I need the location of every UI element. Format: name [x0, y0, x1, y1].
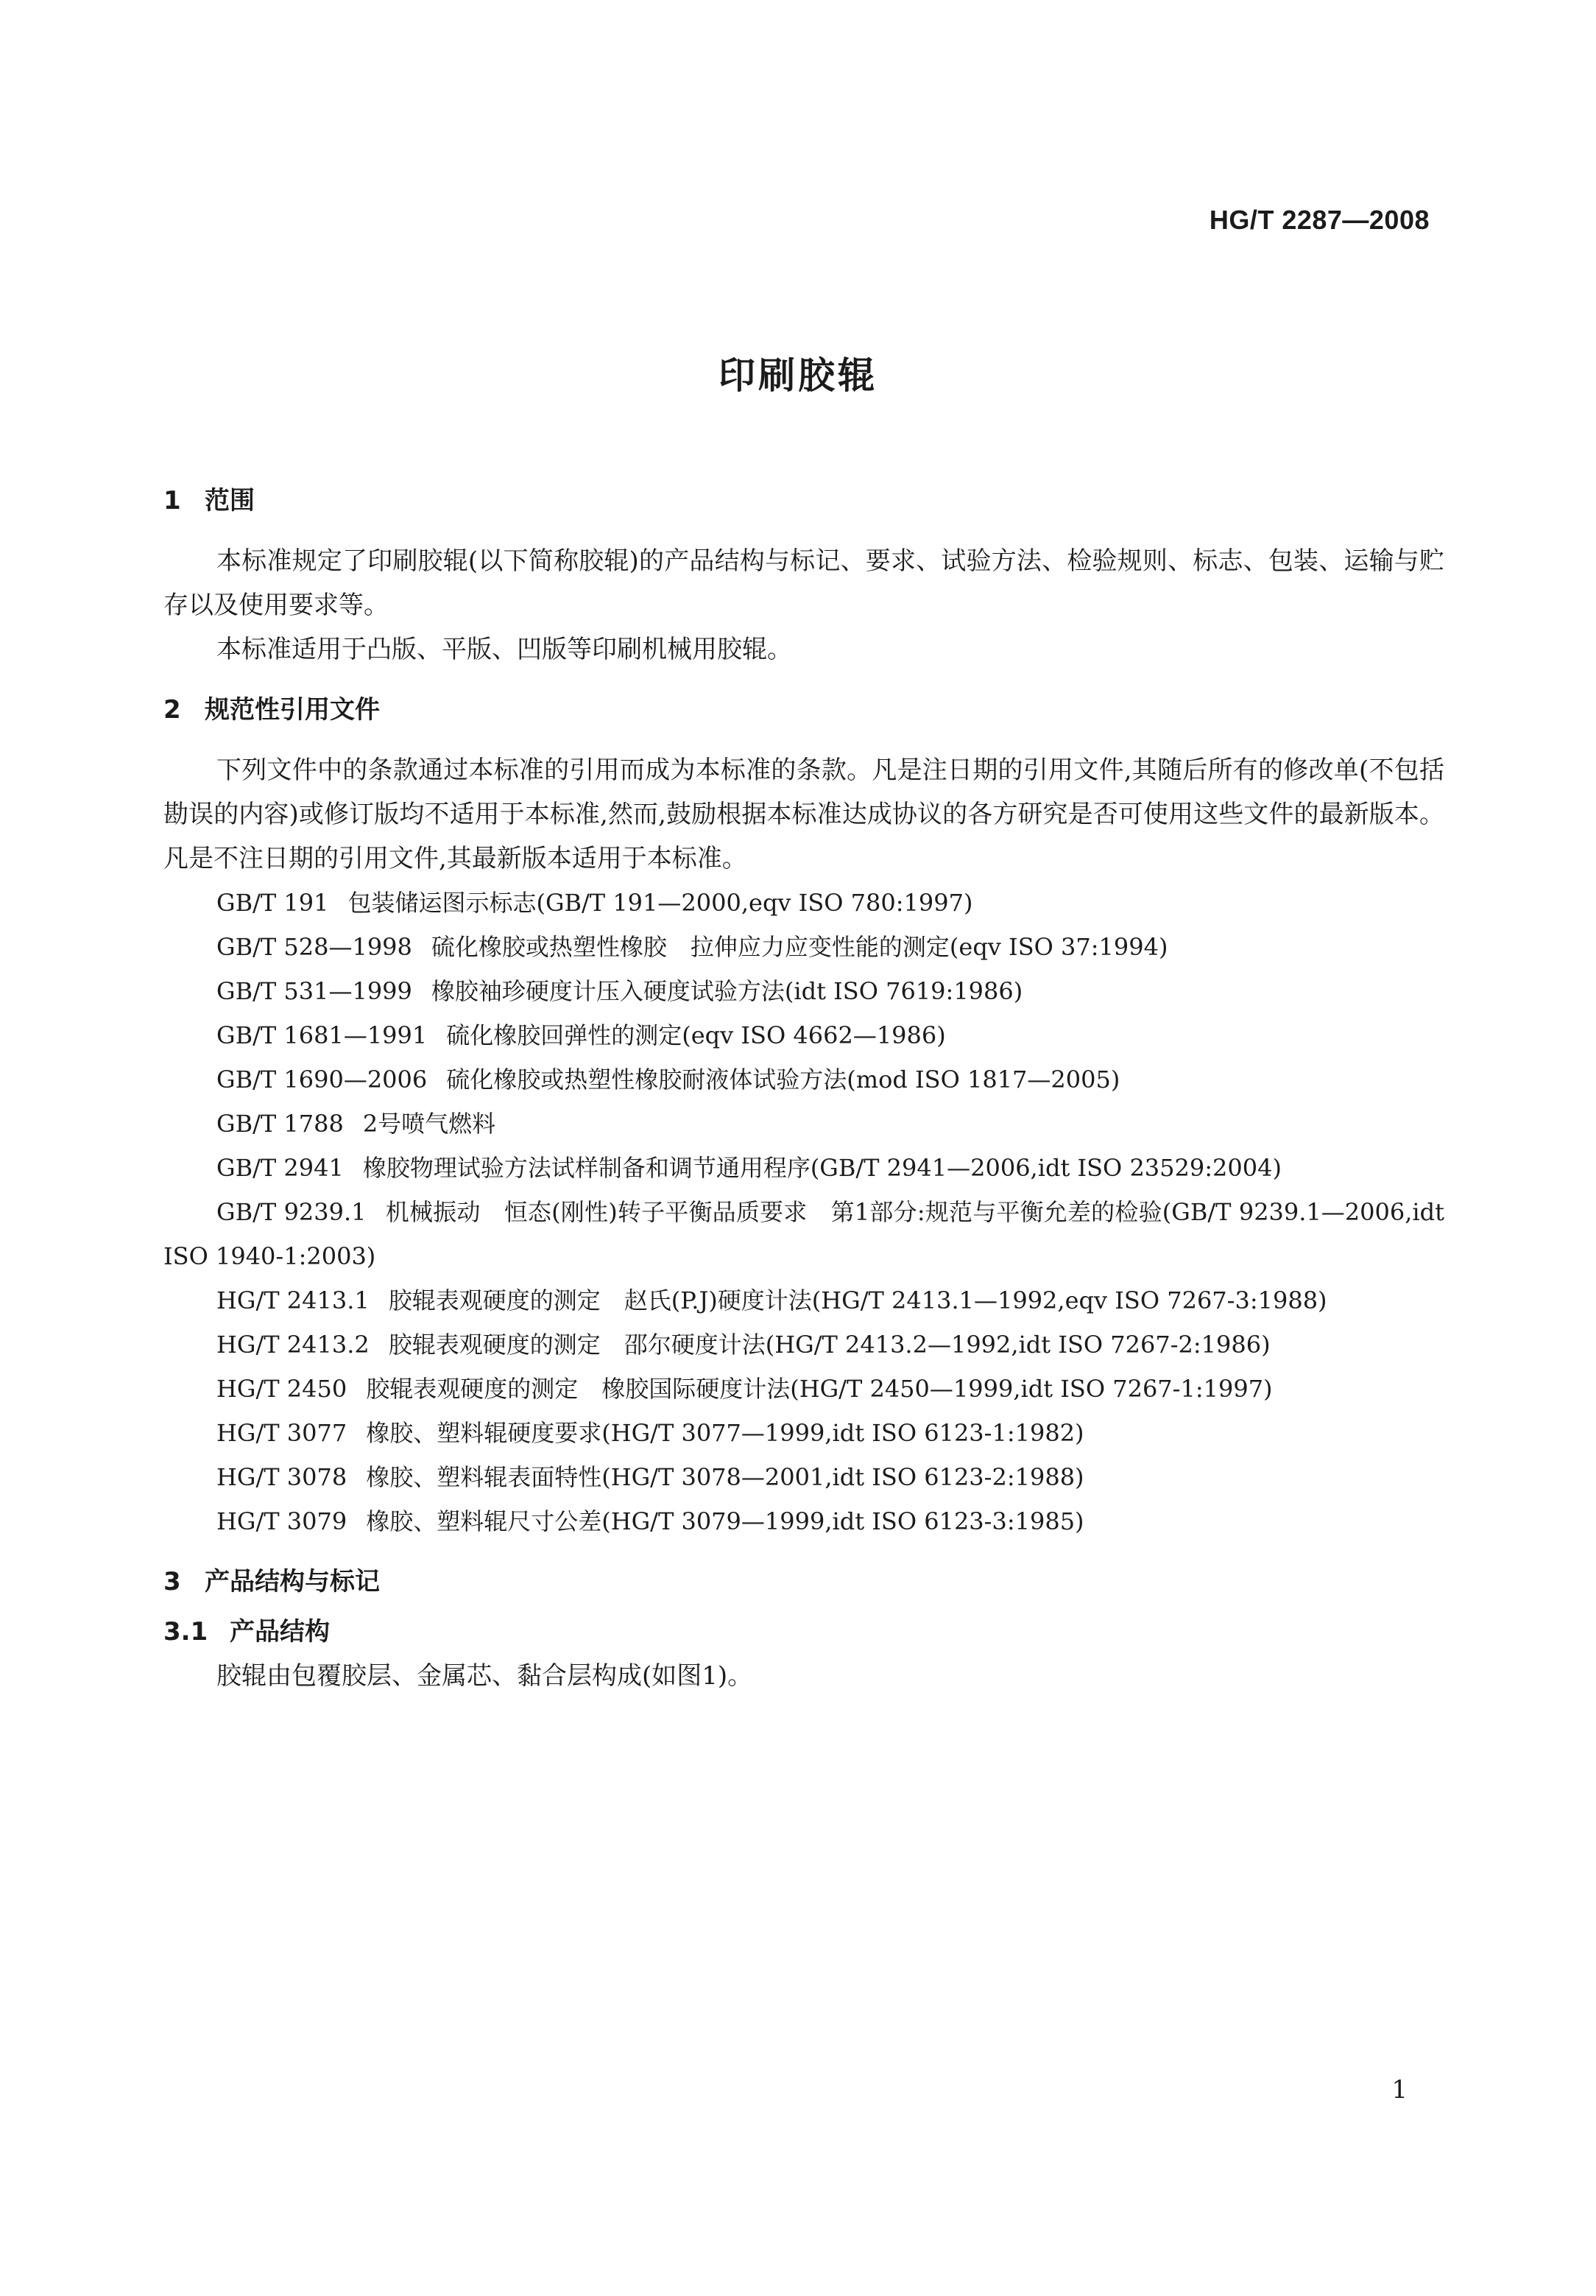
section-title: 产品结构与标记	[205, 1567, 380, 1596]
reference-list	[163, 881, 1444, 1543]
references-intro-paragraph: 下列文件中的条款通过本标准的引用而成为本标准的条款。凡是注日期的引用文件,其随后所有的修改单(不包括勘误的内容)或修订版均不适用于本标准,然而,鼓励根据本标准达成协议的各方研究是否可使用这些文件的最新版本。凡是不注日期的引用文件,其最新版本适用于本标准。	[163, 756, 1444, 873]
section-structure-heading	[163, 1560, 1444, 1604]
reference-code: HG/T 2450	[216, 1375, 347, 1403]
reference-text: 硫化橡胶或热塑性橡胶耐液体试验方法(mod ISO 1817—2005)	[446, 1066, 1120, 1094]
subsection-title: 产品结构	[230, 1617, 330, 1647]
reference-item	[163, 1455, 1444, 1499]
section-scope-heading	[163, 479, 1444, 523]
section-number: 1	[163, 486, 181, 515]
reference-item	[163, 1367, 1444, 1411]
reference-item	[163, 1323, 1444, 1367]
reference-text: 胶辊表观硬度的测定 橡胶国际硬度计法(HG/T 2450—1999,idt ISO 7267-1:1997)	[366, 1375, 1273, 1403]
reference-code: HG/T 3077	[216, 1419, 347, 1447]
reference-code: GB/T 191	[216, 889, 329, 917]
reference-item	[163, 1146, 1444, 1190]
section-number: 2	[163, 695, 181, 725]
reference-code: GB/T 1681—1991	[216, 1021, 428, 1049]
reference-item	[163, 969, 1444, 1013]
reference-text: 包装储运图示标志(GB/T 191—2000,eqv ISO 780:1997)	[347, 889, 973, 917]
reference-item	[163, 1102, 1444, 1146]
reference-text: 橡胶、塑料辊硬度要求(HG/T 3077—1999,idt ISO 6123-1:1982)	[366, 1419, 1084, 1447]
reference-text: 2号喷气燃料	[362, 1110, 496, 1138]
section-number: 3	[163, 1567, 181, 1596]
reference-code: HG/T 2413.1	[216, 1286, 370, 1314]
reference-text: 胶辊表观硬度的测定 赵氏(P.J)硬度计法(HG/T 2413.1—1992,eqv ISO 7267-3:1988)	[388, 1286, 1327, 1314]
reference-item	[163, 1278, 1444, 1323]
document-title: 印刷胶辊	[718, 354, 878, 397]
section-title: 规范性引用文件	[205, 695, 380, 725]
reference-code: GB/T 1690—2006	[216, 1066, 428, 1094]
reference-code: GB/T 9239.1	[216, 1198, 367, 1226]
reference-item	[163, 925, 1444, 969]
subsection-product-structure-heading	[163, 1610, 1444, 1654]
subsection-number: 3.1	[163, 1617, 208, 1647]
reference-code: HG/T 3079	[216, 1507, 347, 1535]
reference-text: 硫化橡胶回弹性的测定(eqv ISO 4662—1986)	[446, 1021, 946, 1049]
reference-code: HG/T 2413.2	[216, 1331, 370, 1359]
reference-text: 胶辊表观硬度的测定 邵尔硬度计法(HG/T 2413.2—1992,idt ISO 7267-2:1986)	[388, 1331, 1271, 1359]
reference-code: GB/T 528—1998	[216, 933, 412, 961]
reference-item	[163, 1499, 1444, 1543]
reference-text: 橡胶袖珍硬度计压入硬度试验方法(idt ISO 7619:1986)	[431, 977, 1023, 1005]
reference-code: HG/T 3078	[216, 1463, 347, 1491]
reference-code: GB/T 1788	[216, 1110, 344, 1138]
section-references-heading	[163, 688, 1444, 732]
reference-item	[163, 1057, 1444, 1102]
reference-text: 橡胶、塑料辊表面特性(HG/T 3078—2001,idt ISO 6123-2:1988)	[366, 1463, 1084, 1491]
reference-item	[163, 1190, 1444, 1278]
scope-paragraph-2: 本标准适用于凸版、平版、凹版等印刷机械用胶辊。	[216, 635, 792, 664]
page-number: 1	[1391, 2075, 1408, 2105]
reference-text: 机械振动 恒态(刚性)转子平衡品质要求 第1部分:规范与平衡允差的检验(GB/T 9239.1—2006,idt ISO 1940-1:2003)	[163, 1198, 1444, 1270]
reference-item	[163, 1411, 1444, 1455]
standard-code: HG/T 2287—2008	[1209, 205, 1430, 235]
reference-item	[163, 1013, 1444, 1057]
scope-paragraph-1: 本标准规定了印刷胶辊(以下简称胶辊)的产品结构与标记、要求、试验方法、检验规则、标志、包装、运输与贮存以及使用要求等。	[163, 546, 1444, 620]
reference-code: GB/T 2941	[216, 1154, 344, 1182]
reference-text: 橡胶、塑料辊尺寸公差(HG/T 3079—1999,idt ISO 6123-3:1985)	[366, 1507, 1084, 1535]
reference-text: 硫化橡胶或热塑性橡胶 拉伸应力应变性能的测定(eqv ISO 37:1994)	[431, 933, 1168, 961]
reference-text: 橡胶物理试验方法试样制备和调节通用程序(GB/T 2941—2006,idt ISO 23529:2004)	[362, 1154, 1282, 1182]
document-body	[163, 479, 1444, 1698]
section-title: 范围	[205, 486, 255, 515]
reference-item	[163, 881, 1444, 925]
product-structure-paragraph: 胶辊由包覆胶层、金属芯、黏合层构成(如图1)。	[216, 1661, 753, 1691]
reference-code: GB/T 531—1999	[216, 977, 412, 1005]
